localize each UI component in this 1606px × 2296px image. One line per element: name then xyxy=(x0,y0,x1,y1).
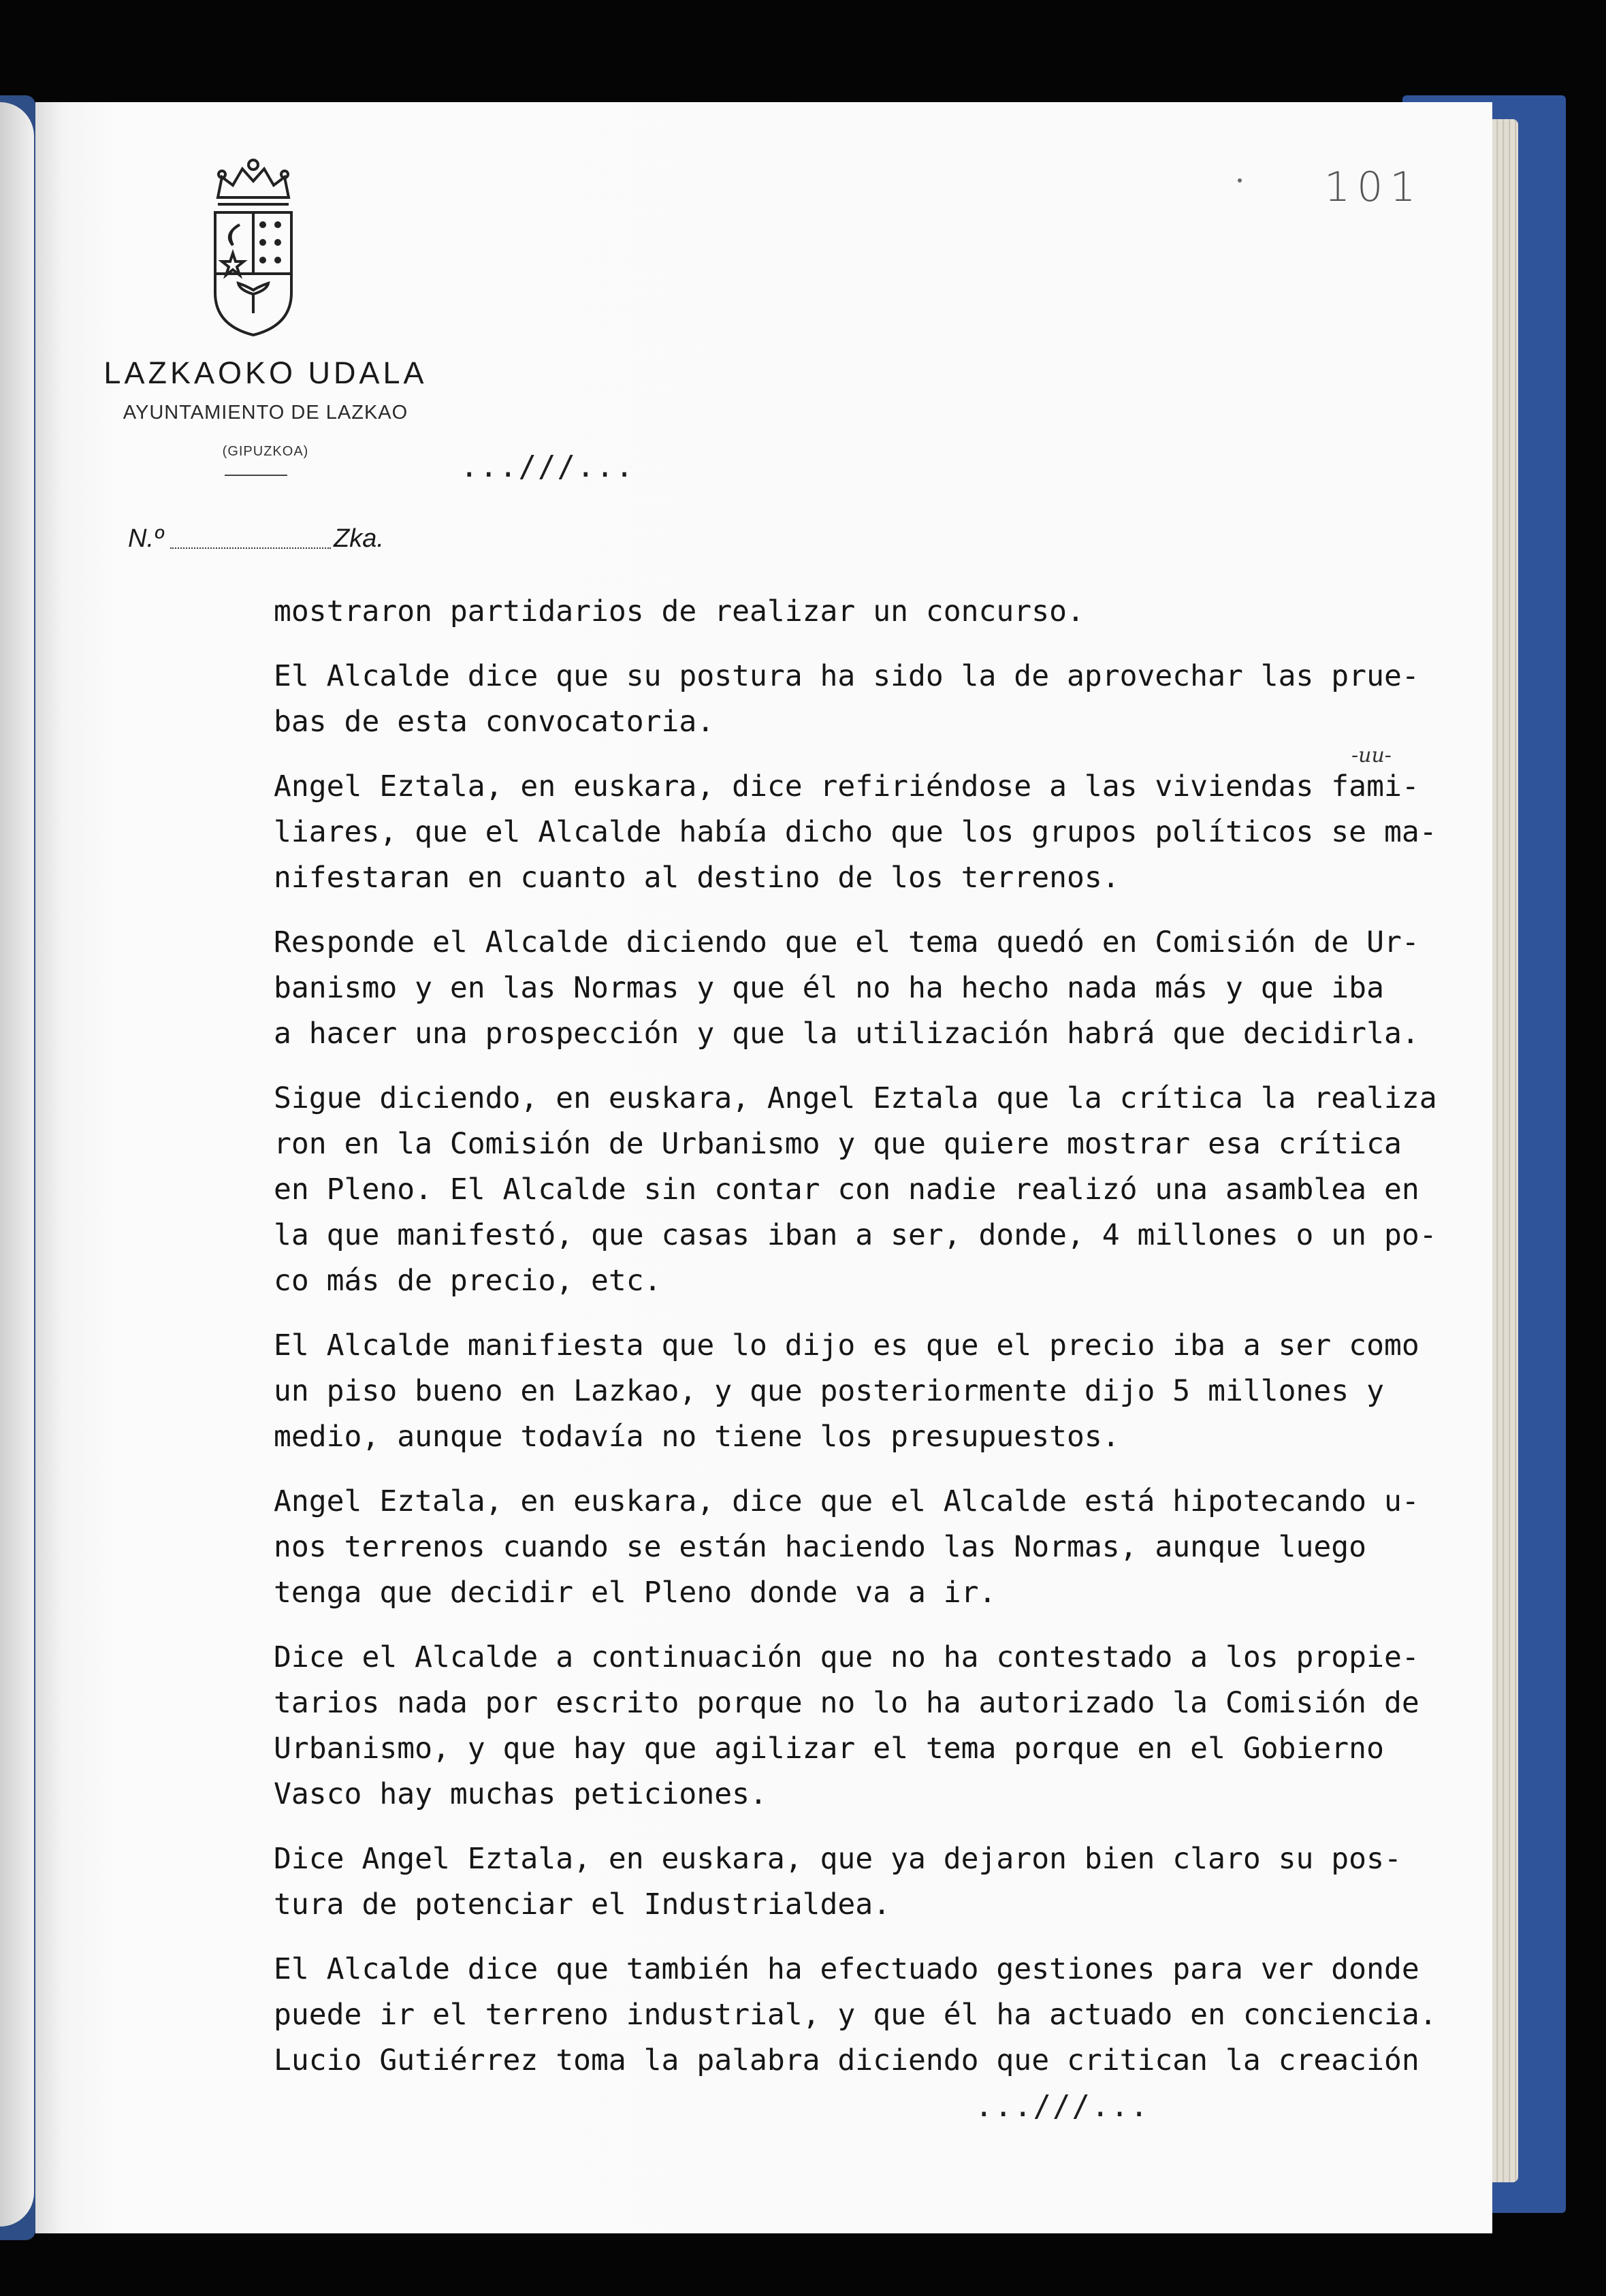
text-line: banismo y en las Normas y que él no ha hecho nada más y que iba xyxy=(274,971,1384,1005)
text-line: tenga que decidir el Pleno donde va a ir. xyxy=(274,1576,997,1610)
coat-of-arms-icon xyxy=(206,150,301,340)
text-line: tarios nada por escrito porque no lo ha autorizado la Comisión de xyxy=(274,1686,1419,1720)
text-line: bas de esta convocatoria. xyxy=(274,705,715,739)
text-line: Responde el Alcalde diciendo que el tema quedó en Comisión de Ur- xyxy=(274,925,1419,959)
text-line: El Alcalde manifiesta que lo dijo es que el precio iba a ser como xyxy=(274,1328,1419,1362)
org-region: (GIPUZKOA) xyxy=(222,444,309,459)
text-line: Vasco hay muchas peticiones. xyxy=(274,1777,767,1811)
text-line: medio, aunque todavía no tiene los presupuestos. xyxy=(274,1420,1120,1454)
text-line: Dice Angel Eztala, en euskara, que ya dejaron bien claro su pos- xyxy=(274,1842,1402,1876)
text-line: mostraron partidarios de realizar un concurso. xyxy=(274,594,1085,628)
document-body xyxy=(274,589,1479,2084)
number-label: N.º xyxy=(128,524,163,553)
text-line: Lucio Gutiérrez toma la palabra diciendo que critican la creación xyxy=(274,2043,1419,2077)
org-name: LAZKAOKO UDALA xyxy=(103,355,428,390)
text-line: un piso bueno en Lazkao, y que posteriormente dijo 5 millones y xyxy=(274,1374,1384,1408)
number-field-line xyxy=(170,547,331,549)
text-line: a hacer una prospección y que la utilización habrá que decidirla. xyxy=(274,1017,1419,1051)
text-line: Angel Eztala, en euskara, dice refiriéndose a las viviendas fami- xyxy=(274,769,1419,803)
number-suffix: Zka. xyxy=(334,524,384,553)
text-line: ron en la Comisión de Urbanismo y que quiere mostrar esa crítica xyxy=(274,1127,1402,1161)
text-line: El Alcalde dice que también ha efectuado gestiones para ver donde xyxy=(274,1952,1419,1986)
page-mark xyxy=(1238,178,1242,182)
text-line: El Alcalde dice que su postura ha sido la de aprovechar las prue- xyxy=(274,659,1419,693)
text-line: nifestaran en cuanto al destino de los terrenos. xyxy=(274,861,1120,895)
text-line: co más de precio, etc. xyxy=(274,1264,662,1298)
text-line: liares, que el Alcalde había dicho que los grupos políticos se ma- xyxy=(274,815,1437,849)
continuation-marker-top: ...///... xyxy=(460,449,635,484)
page-number: 101 xyxy=(1324,163,1423,211)
continuation-marker-bottom: ...///... xyxy=(975,2089,1150,2124)
text-line: Urbanismo, y que hay que agilizar el tema porque en el Gobierno xyxy=(274,1732,1384,1766)
org-subtitle: AYUNTAMIENTO DE LAZKAO xyxy=(123,402,408,424)
text-line: nos terrenos cuando se están haciendo las Normas, aunque luego xyxy=(274,1530,1367,1564)
previous-page-edge xyxy=(0,102,34,2227)
letterhead-rule xyxy=(225,475,287,476)
handwritten-annotation: -uu- xyxy=(1351,744,1392,767)
text-line: Dice el Alcalde a continuación que no ha contestado a los propie- xyxy=(274,1640,1419,1674)
text-line: Angel Eztala, en euskara, dice que el Alcalde está hipotecando u- xyxy=(274,1484,1419,1518)
text-line: puede ir el terreno industrial, y que él ha actuado en conciencia. xyxy=(274,1998,1437,2032)
text-line: tura de potenciar el Industrialdea. xyxy=(274,1887,891,1922)
text-line: la que manifestó, que casas iban a ser, donde, 4 millones o un po- xyxy=(274,1218,1437,1252)
text-line: Sigue diciendo, en euskara, Angel Eztala que la crítica la realiza xyxy=(274,1081,1437,1115)
text-line: en Pleno. El Alcalde sin contar con nadie realizó una asamblea en xyxy=(274,1173,1419,1207)
